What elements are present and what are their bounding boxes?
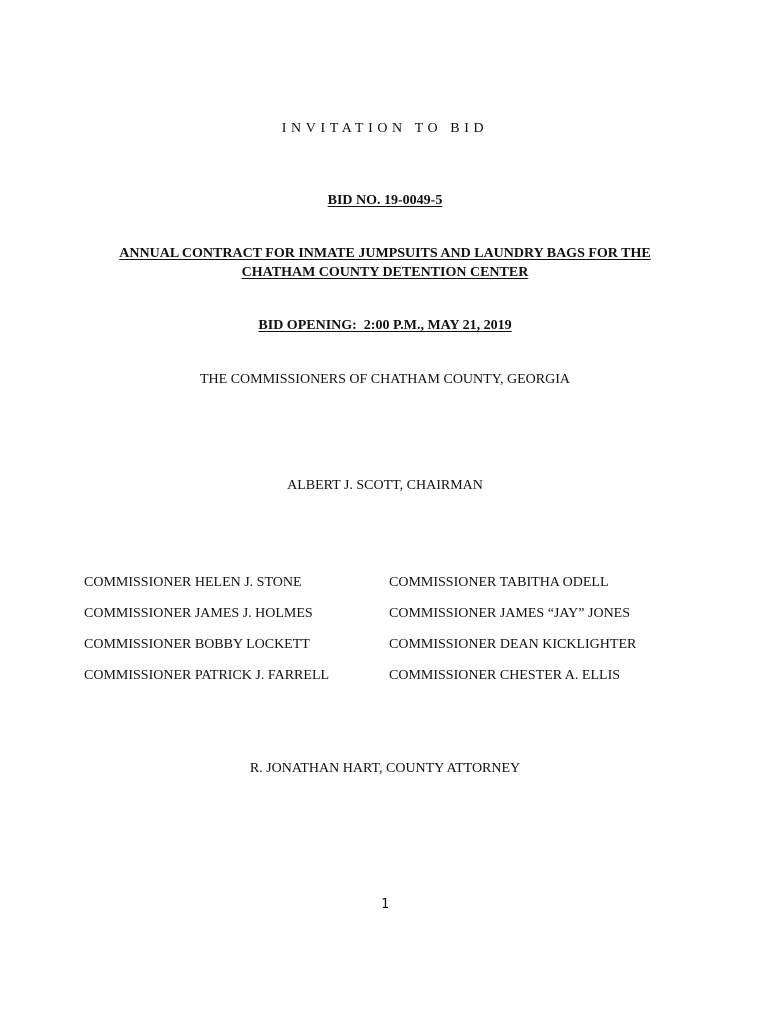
bid-opening: BID OPENING: 2:00 P.M., MAY 21, 2019 (258, 318, 512, 333)
commissioner-left: COMMISSIONER HELEN J. STONE (84, 575, 302, 590)
chairman: ALBERT J. SCOTT, CHAIRMAN (287, 478, 483, 493)
bid-opening-line (0, 317, 770, 335)
bid-number-line (0, 192, 770, 210)
commissioner-row (84, 574, 704, 605)
bid-number: BID NO. 19-0049-5 (327, 193, 443, 208)
commissioner-right: COMMISSIONER JAMES “JAY” JONES (389, 606, 631, 621)
commissioner-right: COMMISSIONER CHESTER A. ELLIS (389, 668, 621, 683)
commissioner-right: COMMISSIONER DEAN KICKLIGHTER (389, 637, 637, 652)
contract-title-line-1 (0, 245, 770, 263)
commissioner-row (84, 636, 704, 667)
commissioner-left: COMMISSIONER BOBBY LOCKETT (84, 637, 310, 652)
commissioner-left: COMMISSIONER JAMES J. HOLMES (84, 606, 313, 621)
document-heading: INVITATION TO BID (281, 121, 489, 136)
contract-title-part-1: ANNUAL CONTRACT FOR INMATE JUMPSUITS AND LAUNDRY BAGS FOR THE (119, 246, 651, 261)
contract-title-part-2: CHATHAM COUNTY DETENTION CENTER (241, 265, 529, 280)
page-number: 1 (381, 897, 389, 912)
commissioners-heading: THE COMMISSIONERS OF CHATHAM COUNTY, GEORGIA (200, 372, 570, 387)
commissioners-list (84, 574, 704, 698)
commissioner-left: COMMISSIONER PATRICK J. FARRELL (84, 668, 330, 683)
commissioner-row (84, 667, 704, 698)
commissioner-row (84, 605, 704, 636)
commissioner-right: COMMISSIONER TABITHA ODELL (389, 575, 609, 590)
county-attorney: R. JONATHAN HART, COUNTY ATTORNEY (249, 761, 521, 776)
contract-title-line-2 (0, 264, 770, 282)
